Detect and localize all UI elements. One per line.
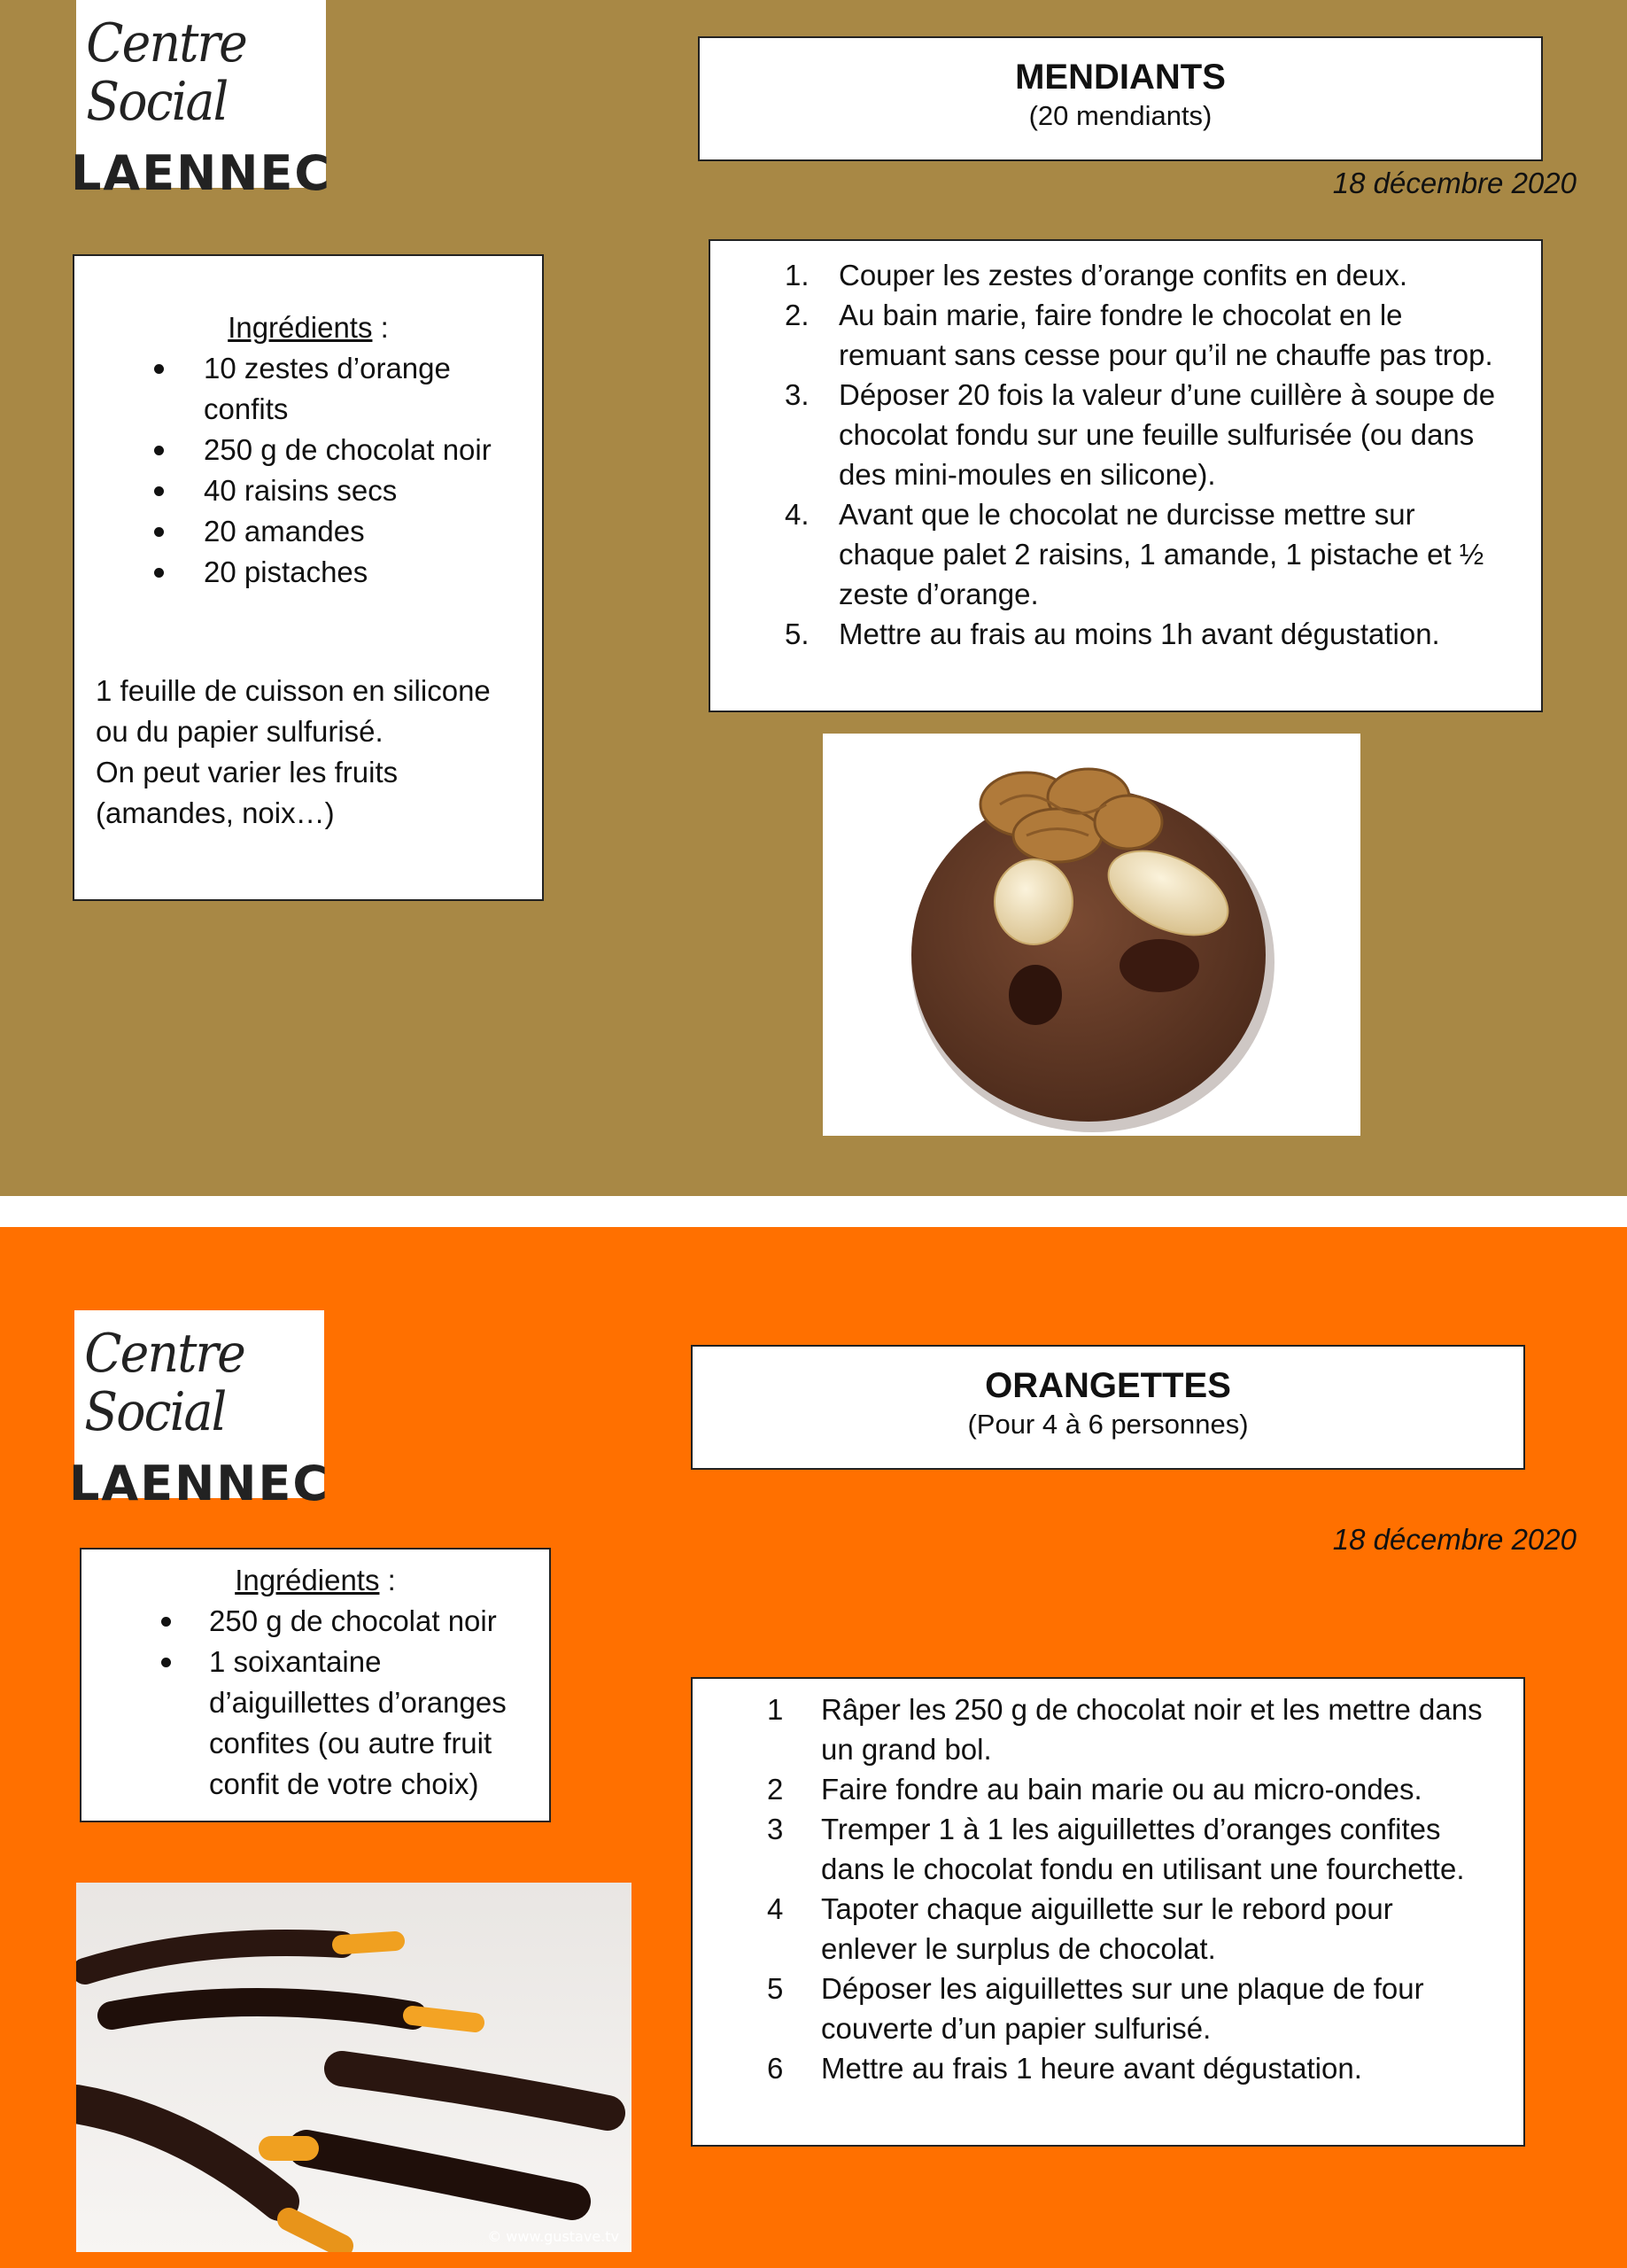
mendiants-ingredients-heading: Ingrédients : <box>228 311 389 344</box>
mendiants-ingredients-box <box>73 254 544 901</box>
orangettes-title-box <box>691 1345 1525 1470</box>
list-item: 3 Tremper 1 à 1 les aiguillettes d’oranges confites dans le chocolat fondu en utilisant une fourchette. <box>767 1813 1465 1885</box>
orangettes-ingredients-box <box>80 1548 551 1822</box>
list-item: 2. Au bain marie, faire fondre le chocolat en le remuant sans cesse pour qu’il ne chauffe pas trop. <box>785 299 1493 371</box>
list-item: 3. Déposer 20 fois la valeur d’une cuillère à soupe de chocolat fondu sur une feuille sulfurisée (ou dans des mini-moules en silicone). <box>785 378 1496 491</box>
list-item: 40 raisins secs <box>74 470 542 511</box>
logo-script-text: Centre Social <box>86 12 246 133</box>
orangettes-illustration <box>76 1883 631 2252</box>
mendiant-photo <box>823 734 1360 1136</box>
orangettes-subtitle: (Pour 4 à 6 personnes) <box>967 1409 1249 1440</box>
mendiants-steps-list <box>710 255 1541 654</box>
logo-script-text: Centre Social <box>84 1323 244 1443</box>
logo-centre-social <box>69 1310 329 1511</box>
list-item: 1 Râper les 250 g de chocolat noir et les mettre dans un grand bol. <box>767 1693 1483 1766</box>
mendiants-subtitle: (20 mendiants) <box>1028 100 1213 131</box>
orangettes-steps-list <box>693 1689 1523 2088</box>
mendiants-title: MENDIANTS <box>1015 58 1226 97</box>
orangettes-panel <box>0 1227 1627 2268</box>
list-item: 1. Couper les zestes d’orange confits en deux. <box>785 259 1408 291</box>
photo-credit: © www.gustave.tv <box>487 2228 619 2245</box>
logo-word: LAENNEC <box>71 145 331 201</box>
mendiants-title-box <box>698 36 1543 161</box>
list-item: 2 Faire fondre au bain marie ou au micro-ondes. <box>767 1773 1422 1806</box>
orangettes-date: 18 décembre 2020 <box>1332 1523 1577 1556</box>
list-item: 5 Déposer les aiguillettes sur une plaque de four couverte d’un papier sulfurisé. <box>767 1972 1424 2045</box>
list-item: 4 Tapoter chaque aiguillette sur le rebord pour enlever le surplus de chocolat. <box>767 1892 1393 1965</box>
orangettes-ingredients-heading: Ingrédients : <box>235 1564 396 1596</box>
orangettes-steps-box <box>691 1677 1525 2147</box>
list-item: 5. Mettre au frais au moins 1h avant dégustation. <box>785 617 1440 650</box>
mendiants-ingredients-list <box>74 348 542 593</box>
logo-word: LAENNEC <box>69 1456 329 1511</box>
orangettes-photo <box>76 1883 631 2252</box>
orangettes-title: ORANGETTES <box>985 1366 1231 1405</box>
list-item: 250 g de chocolat noir <box>74 430 542 470</box>
logo-centre-social <box>71 0 331 201</box>
list-item: 250 g de chocolat noir <box>81 1601 549 1642</box>
list-item: 20 pistaches <box>74 552 542 593</box>
list-item: 4. Avant que le chocolat ne durcisse mettre sur chaque palet 2 raisins, 1 amande, 1 pistache et ½ zeste d’orange. <box>785 498 1484 610</box>
mendiants-note: 1 feuille de cuisson en silicone ou du papier sulfurisé. On peut varier les fruits (amandes, noix…) <box>96 674 491 829</box>
mendiants-date: 18 décembre 2020 <box>1332 167 1577 199</box>
list-item: 10 zestes d’orange confits <box>74 348 542 430</box>
orangettes-ingredients-list <box>81 1601 549 1805</box>
list-item: 6 Mettre au frais 1 heure avant dégustation. <box>767 2052 1362 2085</box>
mendiants-steps-box <box>709 239 1543 712</box>
list-item: 20 amandes <box>74 511 542 552</box>
list-item: 1 soixantaine d’aiguillettes d’oranges confites (ou autre fruit confit de votre choix) <box>81 1642 549 1805</box>
mendiant-illustration <box>823 734 1360 1136</box>
